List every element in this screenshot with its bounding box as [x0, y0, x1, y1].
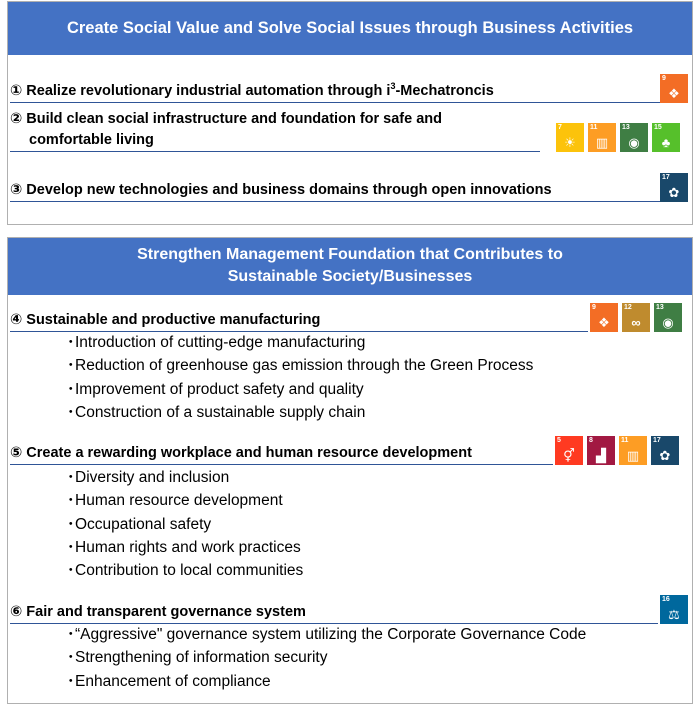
section2-title: Strengthen Management Foundation that Contributes to Sustainable Society/Businesses	[8, 238, 692, 295]
sdg-8-decent-work-icon	[587, 436, 615, 465]
bullet-item: ・ Strengthening of information security	[63, 646, 586, 669]
sdg-number: 7	[558, 124, 562, 131]
item-5-heading: ⑤ Create a rewarding workplace and human resource development	[10, 443, 553, 465]
bullet-item: ・ Enhancement of compliance	[63, 670, 586, 693]
sustainable-cities-icon: ▥	[626, 448, 640, 463]
sdg-17-partnerships-icon	[651, 436, 679, 465]
sustainable-cities-icon: ▥	[595, 135, 609, 150]
sdg-number: 5	[557, 437, 561, 444]
sdg-9-industry-innovation-icon	[660, 74, 688, 103]
management-foundation-panel	[7, 237, 693, 704]
climate-action-icon: ◉	[662, 315, 674, 330]
industry-innovation-icon: ❖	[598, 315, 610, 330]
bullet-item: ・ Reduction of greenhouse gas emission through the Green Process	[63, 354, 533, 377]
sdg-17-partnerships-icon	[660, 173, 688, 202]
bullet-item: ・ Construction of a sustainable supply chain	[63, 401, 533, 424]
partnerships-icon: ✿	[668, 185, 680, 200]
sdg-12-responsible-consumption-icon	[622, 303, 650, 332]
life-on-land-icon: ♣	[661, 135, 671, 150]
sdg-9-industry-innovation-icon	[590, 303, 618, 332]
section1-title: Create Social Value and Solve Social Issues through Business Activities	[8, 2, 692, 55]
item-6-sdg-icons	[660, 595, 688, 624]
sdg-5-gender-equality-icon	[555, 436, 583, 465]
item-4-bullets	[63, 331, 533, 424]
partnerships-icon: ✿	[659, 448, 671, 463]
sdg-number: 11	[590, 124, 598, 131]
gender-equality-icon: ⚥	[563, 448, 575, 463]
sdg-number: 17	[662, 174, 670, 181]
sdg-16-peace-justice-icon	[660, 595, 688, 624]
climate-action-icon: ◉	[628, 135, 640, 150]
sdg-11-sustainable-cities-icon	[588, 123, 616, 152]
sdg-13-climate-action-icon	[654, 303, 682, 332]
industry-innovation-icon: ❖	[668, 86, 680, 101]
sdg-number: 8	[589, 437, 593, 444]
sdg-7-affordable-energy-icon	[556, 123, 584, 152]
item-4-sdg-icons	[590, 303, 682, 332]
bullet-item: ・ Introduction of cutting-edge manufacturing	[63, 331, 533, 354]
item-3-heading: ③ Develop new technologies and business domains through open innovations	[10, 180, 660, 202]
bullet-item: ・ Improvement of product safety and quality	[63, 378, 533, 401]
item-6-bullets	[63, 623, 586, 693]
sdg-number: 12	[624, 304, 632, 311]
bullet-item: ・ “Aggressive" governance system utilizing the Corporate Governance Code	[63, 623, 586, 646]
sdg-number: 9	[592, 304, 596, 311]
sdg-15-life-on-land-icon	[652, 123, 680, 152]
item-2-heading: ② Build clean social infrastructure and foundation for safe and comfortable living	[10, 109, 540, 152]
responsible-consumption-icon: ∞	[631, 315, 641, 330]
sdg-11-sustainable-cities-icon	[619, 436, 647, 465]
sdg-number: 9	[662, 75, 666, 82]
item-5-bullets	[63, 466, 303, 582]
sdg-number: 13	[622, 124, 630, 131]
sdg-number: 17	[653, 437, 661, 444]
bullet-item: ・ Occupational safety	[63, 513, 303, 536]
item-3-sdg-icons	[660, 173, 688, 202]
decent-work-icon: ▟	[596, 448, 606, 463]
bullet-item: ・ Human rights and work practices	[63, 536, 303, 559]
item-5-sdg-icons	[555, 436, 679, 465]
item-6-heading: ⑥ Fair and transparent governance system	[10, 602, 658, 624]
peace-justice-icon: ⚖	[668, 607, 680, 622]
bullet-item: ・ Human resource development	[63, 489, 303, 512]
sdg-13-climate-action-icon	[620, 123, 648, 152]
item-1-sdg-icons	[660, 74, 688, 103]
item-2-sdg-icons	[556, 123, 680, 152]
affordable-energy-icon: ☀	[564, 135, 576, 150]
item-1-heading: ① Realize revolutionary industrial automation through $i^3$-Mechatroncis	[10, 81, 660, 103]
item-4-heading: ④ Sustainable and productive manufacturing	[10, 310, 588, 332]
bullet-item: ・ Diversity and inclusion	[63, 466, 303, 489]
sdg-number: 13	[656, 304, 664, 311]
sdg-number: 11	[621, 437, 629, 444]
bullet-item: ・ Contribution to local communities	[63, 559, 303, 582]
business-activities-panel	[7, 1, 693, 225]
sdg-number: 16	[662, 596, 670, 603]
sdg-number: 15	[654, 124, 662, 131]
